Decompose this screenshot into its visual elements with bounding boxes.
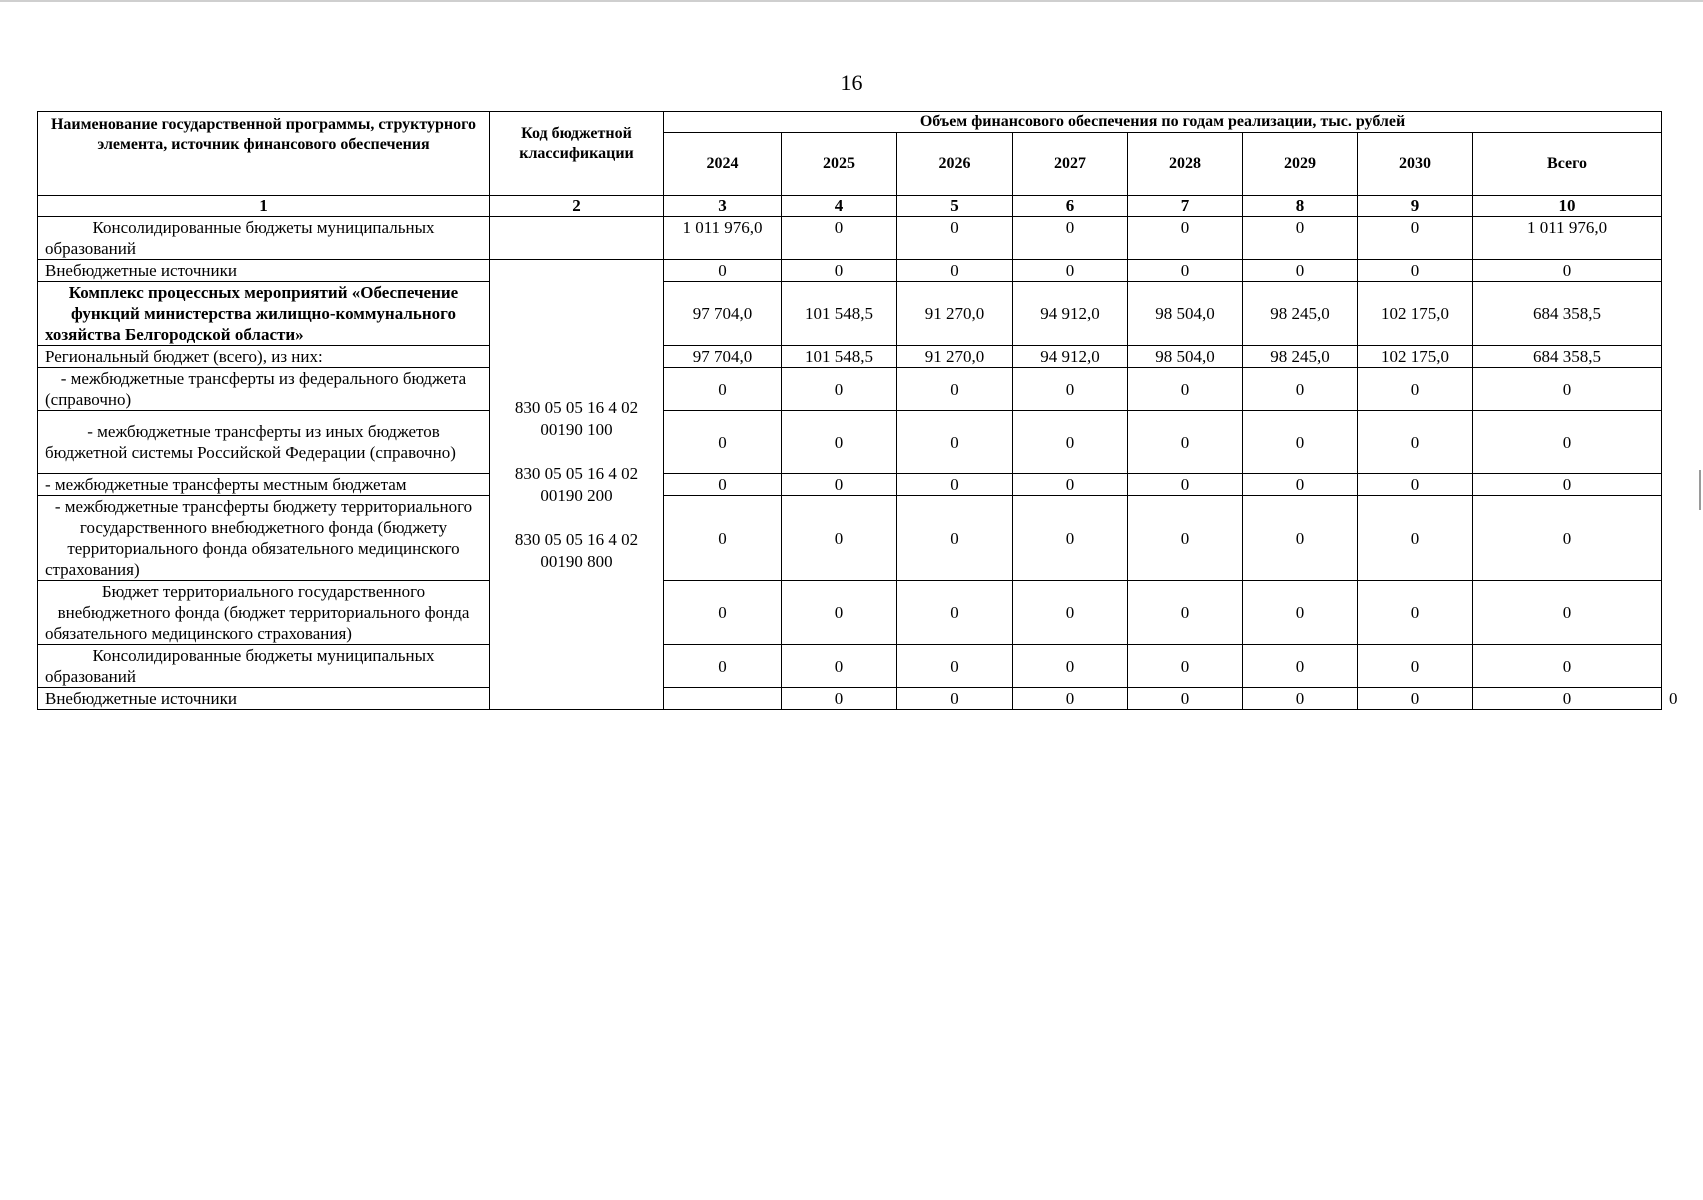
row-value: 0 [1243, 645, 1358, 688]
row-value: 98 504,0 [1128, 282, 1243, 346]
row-value: 0 [1128, 368, 1243, 411]
row-value: 0 [1013, 411, 1128, 474]
row-value: 91 270,0 [897, 282, 1013, 346]
row-value: 102 175,0 [1358, 346, 1473, 368]
row-total: 0 [1473, 411, 1662, 474]
row-name: Бюджет территориального государственного внебюджетного фонда (бюджет территориального фонда обязательного медицинского страхования) [38, 581, 490, 645]
column-number-row [38, 196, 1662, 217]
row-total: 0 [1473, 496, 1662, 581]
column-number: 5 [897, 196, 1013, 217]
row-value: 0 [1358, 217, 1473, 260]
row-value: 0 [1358, 645, 1473, 688]
budget-code: 830 05 05 16 4 02 [514, 529, 639, 549]
column-number: 1 [38, 196, 490, 217]
table-row [38, 260, 1662, 282]
row-value: 0 [1013, 496, 1128, 581]
row-total: 1 011 976,0 [1473, 217, 1662, 260]
table-row [38, 346, 1662, 368]
row-name: Консолидированные бюджеты муниципальных образований [38, 645, 490, 688]
row-value: 0 [1128, 260, 1243, 282]
column-number: 10 [1473, 196, 1662, 217]
budget-code: 830 05 05 16 4 02 [514, 397, 639, 417]
row-value: 0 [1473, 688, 1662, 710]
row-value: 1 011 976,0 [664, 217, 782, 260]
header-year: 2026 [897, 133, 1013, 196]
header-total: Всего [1473, 133, 1662, 196]
row-value: 101 548,5 [782, 282, 897, 346]
row-value: 0 [1243, 411, 1358, 474]
row-value: 0 [1243, 581, 1358, 645]
row-value: 0 [1358, 688, 1473, 710]
row-value: 0 [664, 581, 782, 645]
header-year: 2030 [1358, 133, 1473, 196]
row-value: 0 [782, 217, 897, 260]
row-value: 0 [1013, 645, 1128, 688]
scan-top-edge [0, 0, 1703, 2]
row-value: 0 [1128, 474, 1243, 496]
row-name: Консолидированные бюджеты муниципальных образований [38, 217, 490, 260]
row-value: 0 [1013, 581, 1128, 645]
row-value: 0 [1243, 260, 1358, 282]
budget-code: 00190 100 [540, 419, 613, 439]
column-number: 4 [782, 196, 897, 217]
row-total: 0 [1473, 368, 1662, 411]
row-total: 0 [1473, 260, 1662, 282]
row-value: 0 [1358, 474, 1473, 496]
row-value: 0 [1243, 688, 1358, 710]
budget-codes-cell [490, 260, 664, 710]
row-name: Внебюджетные источники [38, 688, 490, 710]
row-value: 0 [782, 474, 897, 496]
row-value: 0 [1013, 368, 1128, 411]
table-row [38, 368, 1662, 411]
row-value: 97 704,0 [664, 346, 782, 368]
row-value: 0 [1128, 217, 1243, 260]
row-value: 0 [1128, 688, 1243, 710]
row-value: 0 [1358, 581, 1473, 645]
row-value: 0 [1013, 474, 1128, 496]
row-code [664, 688, 782, 710]
budget-code: 00190 200 [540, 485, 613, 505]
table-row [38, 411, 1662, 474]
header-name-column: Наименование государственной программы, структурного элемента, источник финансового обеспечения [38, 112, 490, 196]
header-year: 2027 [1013, 133, 1128, 196]
row-total: 684 358,5 [1473, 282, 1662, 346]
row-value: 0 [664, 368, 782, 411]
header-row-1 [38, 112, 1662, 133]
column-number: 9 [1358, 196, 1473, 217]
table-row [38, 282, 1662, 346]
header-code-column: Код бюджетной классификации [490, 112, 664, 196]
table-row: Внебюджетные источники 0 0 0 0 0 0 0 0 [38, 688, 1662, 710]
row-total: 684 358,5 [1473, 346, 1662, 368]
row-value: 0 [1128, 496, 1243, 581]
row-value: 0 [1013, 217, 1128, 260]
row-value: 0 [1128, 411, 1243, 474]
row-value: 0 [1243, 474, 1358, 496]
row-value: 0 [1013, 688, 1128, 710]
row-value: 0 [782, 368, 897, 411]
row-name: - межбюджетные трансферты местным бюджетам [38, 474, 490, 496]
row-value: 0 [1243, 496, 1358, 581]
table-row [38, 217, 1662, 260]
row-value: 0 [897, 217, 1013, 260]
header-volume-column: Объем финансового обеспечения по годам реализации, тыс. рублей [664, 112, 1662, 133]
header-year: 2025 [782, 133, 897, 196]
row-value: 91 270,0 [897, 346, 1013, 368]
row-value: 98 245,0 [1243, 282, 1358, 346]
row-total: 0 [1473, 474, 1662, 496]
column-number: 6 [1013, 196, 1128, 217]
row-value: 0 [664, 645, 782, 688]
row-value: 0 [664, 496, 782, 581]
table-row [38, 581, 1662, 645]
budget-code: 00190 800 [540, 551, 613, 571]
row-value: 0 [1358, 368, 1473, 411]
page-number: 16 [840, 70, 863, 95]
row-value: 0 [1128, 581, 1243, 645]
row-value: 0 [1013, 260, 1128, 282]
row-value: 0 [897, 368, 1013, 411]
scan-right-edge-mark [1699, 470, 1701, 510]
row-value: 0 [897, 260, 1013, 282]
row-value: 94 912,0 [1013, 346, 1128, 368]
table-row [38, 645, 1662, 688]
row-value: 0 [782, 260, 897, 282]
row-value: 0 [1358, 411, 1473, 474]
row-code [490, 217, 664, 260]
row-value: 98 504,0 [1128, 346, 1243, 368]
row-value: 0 [897, 645, 1013, 688]
row-value: 0 [664, 474, 782, 496]
row-name-complex: Комплекс процессных мероприятий «Обеспечение функций министерства жилищно-коммунального хозяйства Белгородской области» [38, 282, 490, 346]
row-value: 102 175,0 [1358, 282, 1473, 346]
table-row [38, 496, 1662, 581]
column-number: 3 [664, 196, 782, 217]
row-value: 0 [782, 688, 897, 710]
row-name: Внебюджетные источники [38, 260, 490, 282]
row-name: - межбюджетные трансферты из иных бюджетов бюджетной системы Российской Федерации (справочно) [38, 411, 490, 474]
row-value: 98 245,0 [1243, 346, 1358, 368]
row-value: 101 548,5 [782, 346, 897, 368]
row-name: - межбюджетные трансферты бюджету территориального государственного внебюджетного фонда (бюджету территориального фонда обязательного медицинского страхования) [38, 496, 490, 581]
row-value: 0 [1128, 645, 1243, 688]
row-value: 0 [897, 496, 1013, 581]
row-total: 0 [1473, 645, 1662, 688]
column-number: 8 [1243, 196, 1358, 217]
row-value: 0 [782, 411, 897, 474]
budget-code: 830 05 05 16 4 02 [514, 463, 639, 483]
row-name: - межбюджетные трансферты из федерального бюджета (справочно) [38, 368, 490, 411]
row-value: 97 704,0 [664, 282, 782, 346]
row-value: 0 [1243, 368, 1358, 411]
row-value: 0 [1358, 260, 1473, 282]
table-row [38, 474, 1662, 496]
column-number: 7 [1128, 196, 1243, 217]
row-value: 0 [1358, 496, 1473, 581]
header-year: 2029 [1243, 133, 1358, 196]
row-value: 0 [664, 411, 782, 474]
financing-table [37, 111, 1678, 710]
row-value: 0 [1243, 217, 1358, 260]
row-value: 94 912,0 [1013, 282, 1128, 346]
row-value: 0 [897, 581, 1013, 645]
row-value: 0 [782, 645, 897, 688]
header-year: 2028 [1128, 133, 1243, 196]
row-value: 0 [897, 411, 1013, 474]
row-value: 0 [664, 260, 782, 282]
column-number: 2 [490, 196, 664, 217]
row-value: 0 [782, 496, 897, 581]
header-year: 2024 [664, 133, 782, 196]
row-total: 0 [1473, 581, 1662, 645]
row-name: Региональный бюджет (всего), из них: [38, 346, 490, 368]
row-value: 0 [897, 688, 1013, 710]
row-value: 0 [782, 581, 897, 645]
row-value: 0 [897, 474, 1013, 496]
